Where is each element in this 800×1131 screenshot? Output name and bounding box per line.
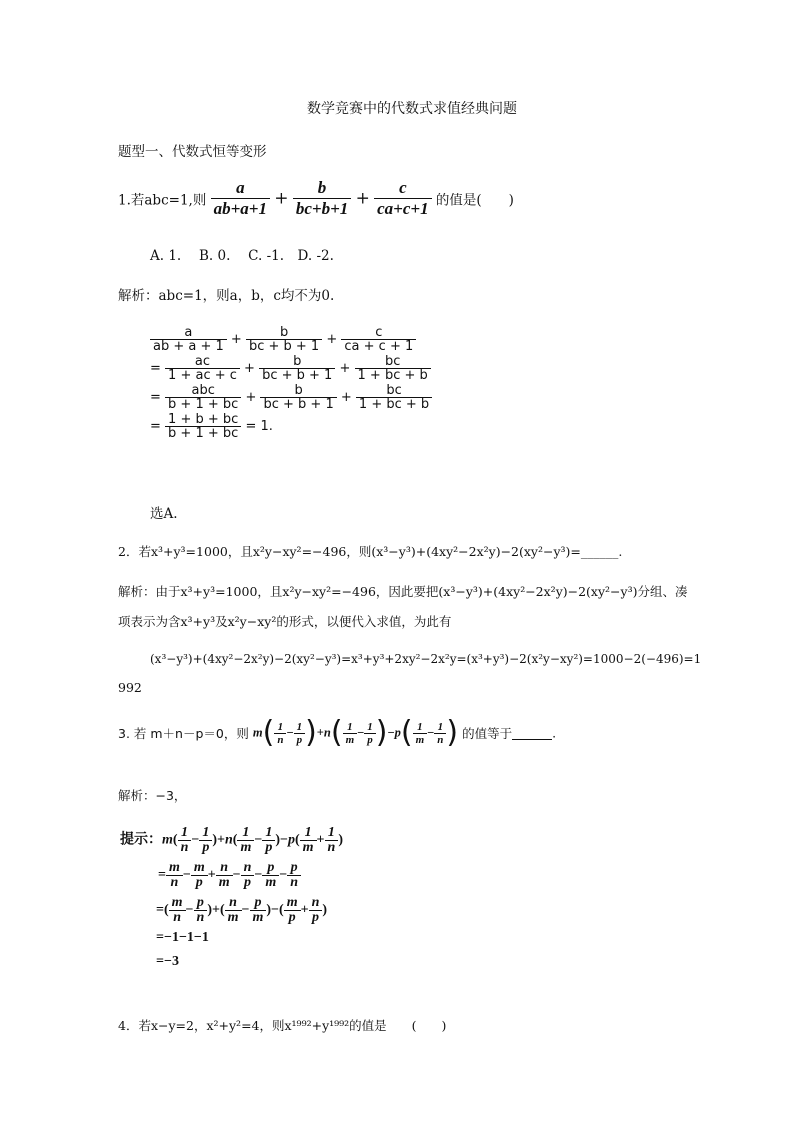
q1-analysis: 解析：abc=1，则a，b，c均不为0.: [118, 288, 335, 304]
question-2: 2．若x³+y³=1000，且x²y−xy²=−496，则(x³−y³)+(4xy²−2x²y)−2(xy²−y³)=______.: [118, 544, 623, 559]
hint-line-4: =−1−1−1: [156, 930, 209, 945]
hint-line-1: 提示：m( $\frac{1}{n}$ − $\frac{1}{p}$ )+n( $\frac{1}{m}$ − $\frac{1}{p}$ )−p( $\frac{1}{m}$ + $\frac{1}{n}$ ): [120, 825, 343, 855]
q1-prefix: 1.若abc=1,则: [118, 192, 207, 209]
q1-answer: 选A.: [150, 506, 178, 522]
q1-fraction-a: $\frac{a}{ab+a+1}$: [211, 178, 270, 219]
question-3: 3. 若 m＋n－p＝0，则 m( $\frac{1}{n}$ − $\frac{1}{p}$ )+n( $\frac{1}{m}$ − $\frac{1}{p}$ )−p( $\frac{1}{m}$ − $\frac{1}{n}$ ) 的值等于 .: [118, 715, 557, 750]
q1-suffix: 的值是( ): [435, 192, 514, 209]
hint-line-3: =( $\frac{m}{n}$ − $\frac{p}{n}$ )+( $\frac{n}{m}$ − $\frac{p}{m}$ )−( $\frac{m}{p}$ + $\frac{n}{p}$ ): [156, 895, 328, 925]
q2-calculation-line-1: (x³−y³)+(4xy²−2x²y)−2(xy²−y³)=x³+y³+2xy²−2x²y=(x³+y³)−2(x²y−xy²)=1000−2(−496)=1: [150, 652, 702, 666]
q2-analysis-line-1: 解析：由于x³+y³=1000，且x²y−xy²=−496，因此要把(x³−y³)+(4xy²−2x²y)−2(xy²−y³)分组、凑: [118, 584, 688, 599]
page-title: 数学竞赛中的代数式求值经典问题: [307, 101, 517, 117]
q1-options: A. 1. B. 0. C. -1. D. -2.: [150, 248, 334, 264]
q3-prefix: 3. 若 m＋n－p＝0，则: [118, 726, 249, 741]
hint-line-5: =−3: [156, 954, 179, 969]
q3-analysis: 解析：−3，: [118, 788, 187, 803]
derivation-step-4: = $\frac{1 + b + bc}{b + 1 + bc}$ = 1.: [150, 412, 273, 441]
q3-blank: [512, 727, 552, 740]
q1-fraction-c: $\frac{c}{ca+c+1}$: [374, 178, 431, 219]
derivation-step-3: = $\frac{\text{abc}}{b + 1 + bc}$ + $\frac{b}{bc + b + 1}$ + $\frac{bc}{1 + bc + b}$: [150, 384, 432, 411]
hint-line-2: = $\frac{m}{n}$ − $\frac{m}{p}$ + $\frac{n}{m}$ − $\frac{n}{p}$ − $\frac{p}{m}$ − $\frac{p}{n}$: [158, 861, 343, 890]
question-1: 1.若abc=1,则 $\frac{a}{ab+a+1}$ + $\frac{b}{bc+b+1}$ + $\frac{c}{ca+c+1}$ 的值是( ): [118, 178, 514, 218]
q3-suffix: 的值等于: [462, 726, 513, 741]
question-4: 4．若x−y=2，x²+y²=4，则x¹⁹⁹²+y¹⁹⁹²的值是 ( ): [118, 1018, 447, 1033]
q2-calculation-line-2: 992: [118, 680, 142, 695]
q1-fraction-b: $\frac{b}{bc+b+1}$: [293, 178, 351, 219]
derivation-step-1: $\frac{a}{ab + a + 1}$ + $\frac{b}{bc + b + 1}$ + $\frac{c}{ca + c + 1}$: [150, 326, 432, 353]
section-heading: 题型一、代数式恒等变形: [118, 144, 267, 160]
q1-derivation: [150, 326, 432, 440]
derivation-step-2: = $\frac{ac}{1 + ac + c}$ + $\frac{b}{bc + b + 1}$ + $\frac{bc}{1 + bc + b}$: [150, 355, 432, 382]
q3-hint-derivation: [120, 826, 343, 969]
q2-analysis-line-2: 项表示为含x³+y³及x²y−xy²的形式，以便代入求值，为此有: [118, 614, 452, 629]
